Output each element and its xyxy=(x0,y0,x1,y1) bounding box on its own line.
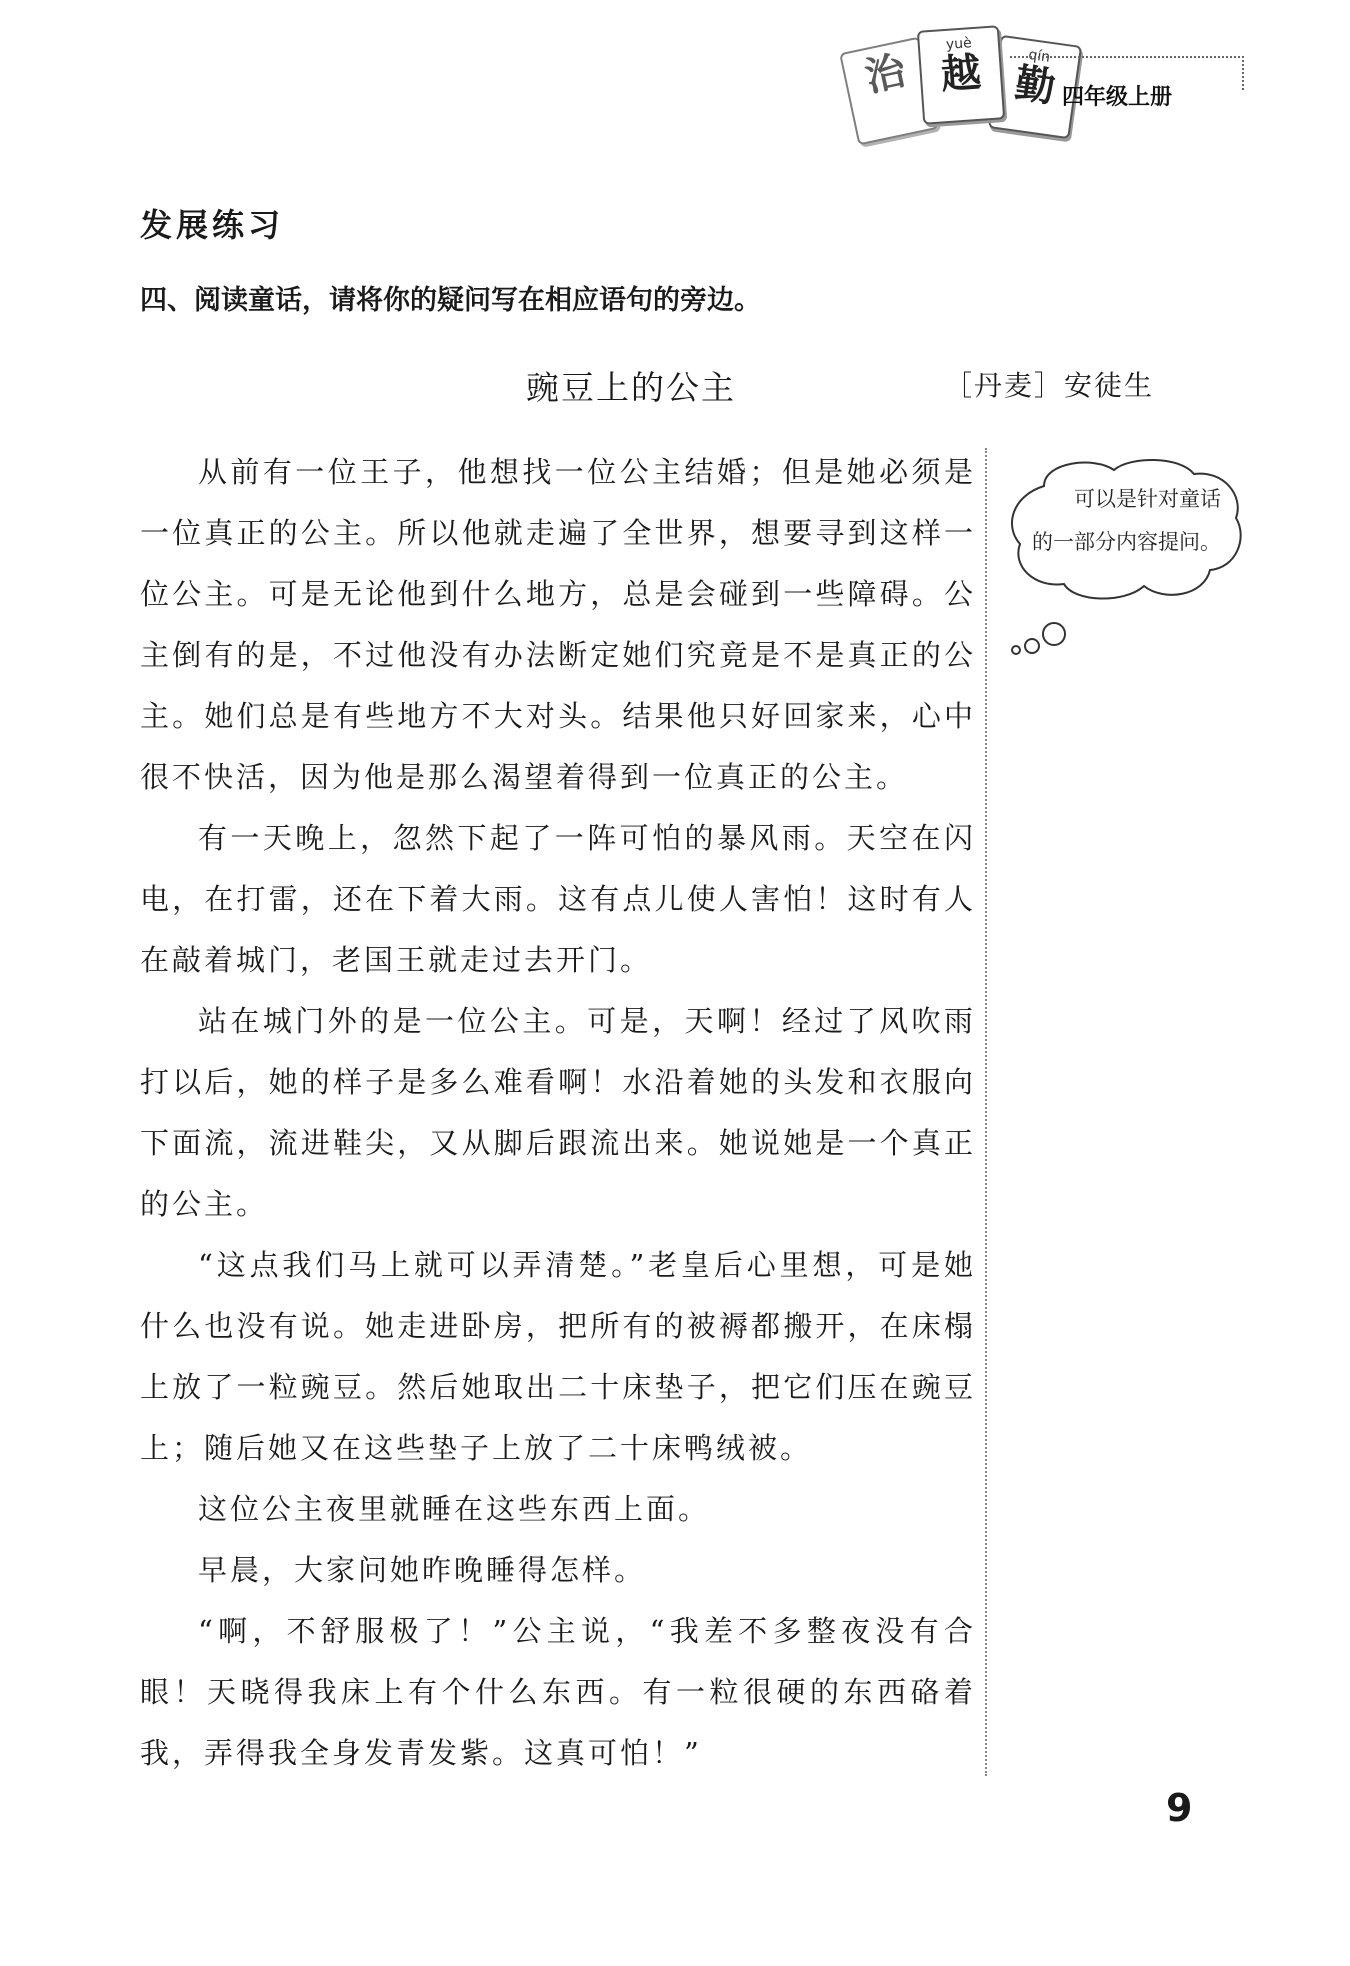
story-paragraph: “啊，不舒服极了！”公主说，“我差不多整夜没有合眼！天晓得我床上有个什么东西。有一粒很硬的东西硌着我，弄得我全身发青发紫。这真可怕！” xyxy=(140,1614,976,1770)
story-title: 豌豆上的公主 xyxy=(526,368,736,407)
thought-dots-icon xyxy=(1010,620,1070,660)
story-paragraph: 这位公主夜里就睡在这些东西上面。 xyxy=(198,1492,711,1526)
story-paragraph: 早晨，大家问她昨晚睡得怎样。 xyxy=(198,1553,647,1587)
header-divider xyxy=(1242,56,1244,90)
annotation-margin-rule xyxy=(985,448,987,1776)
bubble-hint: 可以是针对童话的一部分内容提问。 xyxy=(1032,487,1221,554)
card-char: 越 xyxy=(939,49,983,99)
story-paragraph: 从前有一位王子，他想找一位公主结婚；但是她必须是一位真正的公主。所以他就走遍了全世界，想要寻到这样一位公主。可是无论他到什么地方，总是会碰到一些障碍。公主倒有的是，不过他没有办法断定她们究竟是不是真正的公主。她们总是有些地方不大对头。结果他只好回家来，心中很不快活，因为他是那么渴望着得到一位真正的公主。 xyxy=(140,455,976,794)
grade-label: 四年级上册 xyxy=(1062,85,1173,110)
header-card-2 xyxy=(917,25,1005,124)
section-title: 发展练习 xyxy=(140,206,285,244)
story-author: ［丹麦］安徒生 xyxy=(944,369,1155,402)
story-paragraph: 站在城门外的是一位公主。可是，天啊！经过了风吹雨打以后，她的样子是多么难看啊！水沿着她的头发和衣服向下面流，流进鞋尖，又从脚后跟流出来。她说她是一个真正的公主。 xyxy=(140,1004,976,1221)
card-char: 勤 xyxy=(1012,60,1059,112)
header-badge xyxy=(840,20,1260,150)
story-paragraph: “这点我们马上就可以弄清楚。”老皇后心里想，可是她什么也没有说。她走进卧房，把所有的被褥都搬开，在床榻上放了一粒豌豆。然后她取出二十床垫子，把它们压在豌豆上；随后她又在这些垫子上放了二十床鸭绒被。 xyxy=(140,1248,976,1465)
card-char: 治 xyxy=(861,47,910,102)
question-prompt: 四、阅读童话，请将你的疑问写在相应语句的旁边。 xyxy=(140,285,761,316)
card-pinyin: yuè xyxy=(945,35,973,53)
card-pinyin: qín xyxy=(1027,46,1052,66)
story-paragraph: 有一天晚上，忽然下起了一阵可怕的暴风雨。天空在闪电，在打雷，还在下着大雨。这有点儿使人害怕！这时有人在敲着城门，老国王就走过去开门。 xyxy=(140,821,976,977)
story-body xyxy=(140,442,976,1784)
page-number: 9 xyxy=(1166,1786,1193,1830)
thought-bubble xyxy=(1004,456,1246,606)
header-divider xyxy=(1010,56,1244,58)
